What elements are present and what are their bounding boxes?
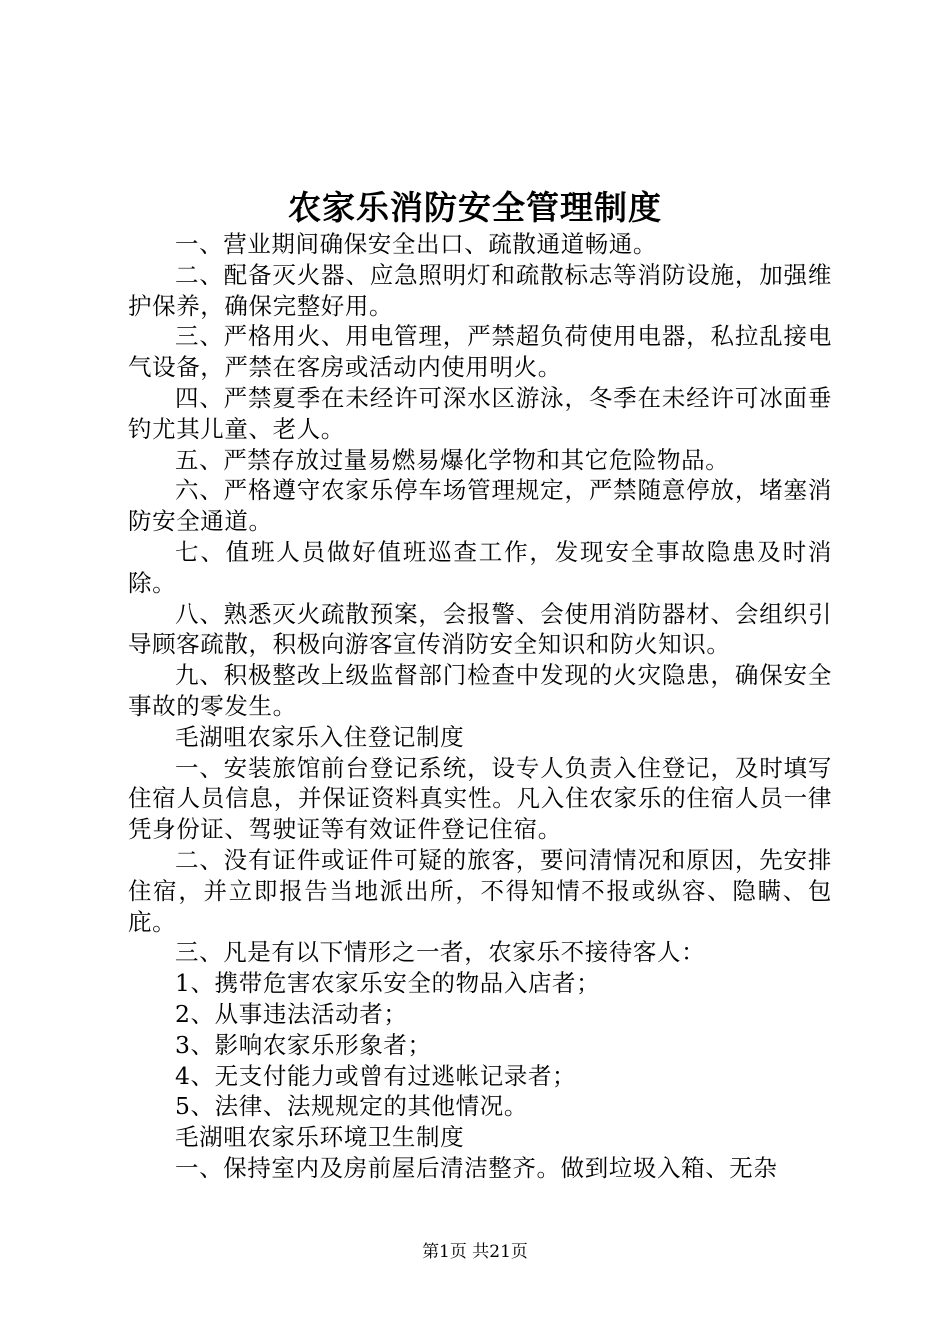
paragraph: 二、没有证件或证件可疑的旅客，要问清情况和原因，先安排住宿，并立即报告当地派出所，不得知情不报或纵容、隐瞒、包庇。 <box>128 845 832 936</box>
list-item: 4、无支付能力或曾有过逃帐记录者； <box>175 1061 577 1090</box>
paragraph: 一、营业期间确保安全出口、疏散通道畅通。 <box>175 230 657 258</box>
paragraph: 三、凡是有以下情形之一者，农家乐不接待客人： <box>175 938 706 967</box>
list-item: 2、从事违法活动者； <box>175 999 408 1028</box>
list-item: 1、携带危害农家乐安全的物品入店者； <box>175 969 601 998</box>
paragraph: 五、严禁存放过量易燃易爆化学物和其它危险物品。 <box>175 445 730 474</box>
list-item: 3、影响农家乐形象者； <box>175 1030 432 1059</box>
document-body <box>128 229 832 1184</box>
paragraph: 三、严格用火、用电管理，严禁超负荷使用电器，私拉乱接电气设备，严禁在客房或活动内使用明火。 <box>128 322 832 382</box>
paragraph: 九、积极整改上级监督部门检查中发现的火灾隐患，确保安全事故的零发生。 <box>128 661 832 720</box>
paragraph: 一、保持室内及房前屋后清洁整齐。做到垃圾入箱、无杂 <box>175 1153 778 1182</box>
paragraph: 四、严禁夏季在未经许可深水区游泳，冬季在未经许可冰面垂钓尤其儿童、老人。 <box>128 383 832 443</box>
page-number-footer: 第1页 共21页 <box>422 1242 528 1262</box>
list-item: 5、法律、法规规定的其他情况。 <box>175 1092 528 1121</box>
paragraph: 六、严格遵守农家乐停车场管理规定，严禁随意停放，堵塞消防安全通道。 <box>128 476 832 536</box>
paragraph: 七、值班人员做好值班巡查工作，发现安全事故隐患及时消除。 <box>128 537 832 597</box>
paragraph: 一、安装旅馆前台登记系统，设专人负责入住登记，及时填写住宿人员信息，并保证资料真实性。凡入住农家乐的住宿人员一律凭身份证、驾驶证等有效证件登记住宿。 <box>128 753 832 844</box>
paragraph: 八、熟悉灭火疏散预案，会报警、会使用消防器材、会组织引导顾客疏散，积极向游客宣传消防安全知识和防火知识。 <box>128 599 832 659</box>
section-heading: 毛湖咀农家乐入住登记制度 <box>175 722 465 751</box>
section-heading: 毛湖咀农家乐环境卫生制度 <box>175 1123 465 1152</box>
document-title: 农家乐消防安全管理制度 <box>288 188 662 227</box>
paragraph: 二、配备灭火器、应急照明灯和疏散标志等消防设施，加强维护保养，确保完整好用。 <box>128 260 832 320</box>
